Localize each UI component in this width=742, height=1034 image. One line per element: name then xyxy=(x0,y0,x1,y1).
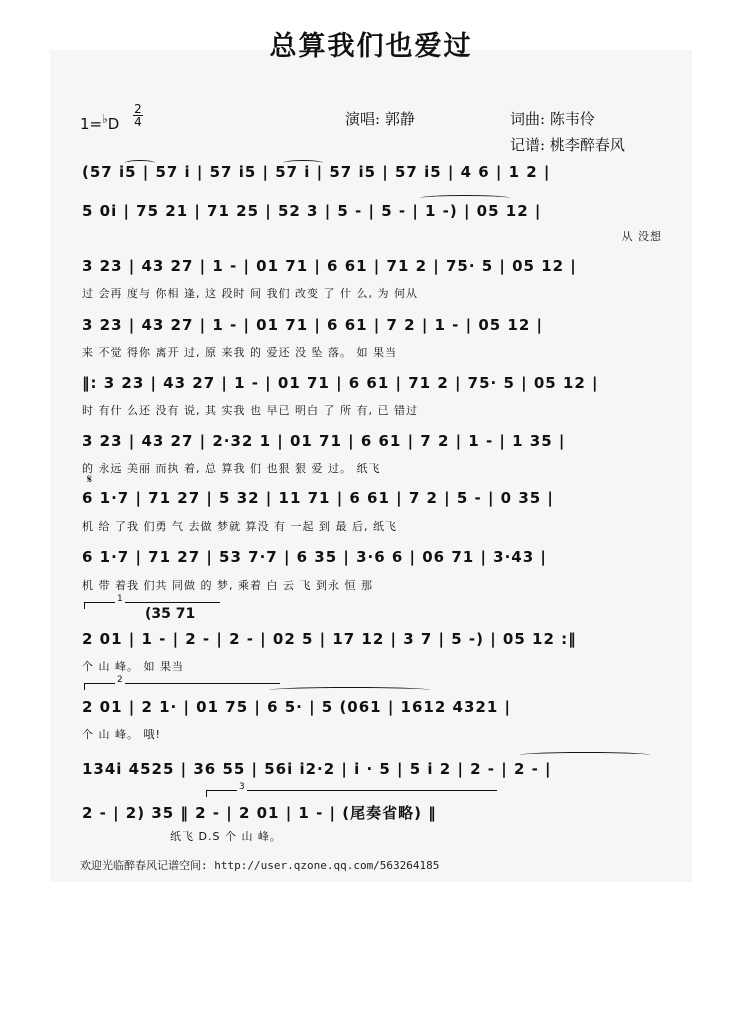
notation-row-2: 5 0i | 75 21 | 71 25 | 52 3 | 5 - | 5 - | 1 -) | 05 12 | xyxy=(82,202,542,220)
meter-bottom: 4 xyxy=(134,115,142,129)
lyrics-row-8: 机 带 着我 们共 同做 的 梦, 乘着 白 云 飞 到永 恒 那 xyxy=(82,579,373,592)
time-signature xyxy=(133,103,143,128)
lyrics-row-7: 机 给 了我 们勇 气 去做 梦就 算没 有 一起 到 最 后, 纸飞 xyxy=(82,520,397,533)
notation-row-10: 2 01 | 2 1· | 01 75 | 6 5· | 5 (061 | 1612 4321 | xyxy=(82,698,511,716)
lyrics-row-5: 时 有什 么还 没有 说, 其 实我 也 早已 明白 了 所 有, 已 错过 xyxy=(82,404,418,417)
notation-row-3: 3 23 | 43 27 | 1 - | 01 71 | 6 61 | 71 2 | 75· 5 | 05 12 | xyxy=(82,257,577,275)
notation-row-11: 134i 4525 | 36 55 | 56i i2·2 | i · 5 | 5 i 2 | 2 - | 2 - | xyxy=(82,760,552,778)
slur-mark xyxy=(520,752,650,758)
lyrics-row-6: 的 永远 美丽 而执 着, 总 算我 们 也狠 狠 爱 过。 纸飞 xyxy=(82,462,381,475)
notation-row-6: 3 23 | 43 27 | 2·32 1 | 01 71 | 6 61 | 7 2 | 1 - | 1 35 | xyxy=(82,432,566,450)
notation-row-12: 2 - | 2) 35 ‖ 2 - | 2 01 | 1 - | (尾奏省略) ‖ xyxy=(82,804,437,822)
notation-row-8: 6 1·7 | 71 27 | 53 7·7 | 6 35 | 3·6 6 | 06 71 | 3·43 | xyxy=(82,548,547,566)
lyrics-row-12: 纸飞 D.S 个 山 峰。 xyxy=(170,830,282,843)
key-prefix: 1= xyxy=(80,115,103,133)
meter-top: 2 xyxy=(134,102,142,116)
notation-row-1: (57 i5 | 57 i | 57 i5 | 57 i | 57 i5 | 57 i5 | 4 6 | 1 2 | xyxy=(82,163,551,181)
volta-bracket-3 xyxy=(206,782,497,797)
notation-row-7: 6 1·7 | 71 27 | 5 32 | 11 71 | 6 61 | 7 2 | 5 - | 0 35 | xyxy=(82,489,554,507)
transcriber-credit: 记谱: 桃李醉春风 xyxy=(510,136,625,154)
singer-credit: 演唱: 郭静 xyxy=(345,110,415,128)
footer-credit: 欢迎光临醉春风记谱空间: http://user.qzone.qq.com/563264185 xyxy=(80,859,440,872)
slur-mark xyxy=(270,687,430,693)
slur-mark xyxy=(420,195,510,201)
notation-row-5: ‖: 3 23 | 43 27 | 1 - | 01 71 | 6 61 | 71 2 | 75· 5 | 05 12 | xyxy=(82,374,599,392)
volta-bracket-2 xyxy=(84,675,280,690)
notation-row-4: 3 23 | 43 27 | 1 - | 01 71 | 6 61 | 7 2 | 1 - | 05 12 | xyxy=(82,316,544,334)
interlude-notes: (35 71 xyxy=(145,606,196,622)
key-note: D xyxy=(107,115,120,133)
lyricist-credit: 词曲: 陈韦伶 xyxy=(510,110,595,128)
lyrics-row-3: 过 会再 度与 你相 逢, 这 段时 间 我们 改变 了 什 么, 为 何从 xyxy=(82,287,418,300)
lyrics-row-2: 从 没想 xyxy=(621,230,662,243)
song-title: 总算我们也爱过 xyxy=(269,31,473,62)
volta-label-3: 3 xyxy=(239,782,245,792)
flat-sign: ♭ xyxy=(102,112,108,126)
lyrics-row-10: 个 山 峰。 哦! xyxy=(82,728,161,741)
segno-sign: 𝄋 xyxy=(87,472,93,486)
key-signature xyxy=(80,112,119,133)
notation-row-9: 2 01 | 1 - | 2 - | 2 - | 02 5 | 17 12 | 3 7 | 5 -) | 05 12 :‖ xyxy=(82,630,577,648)
volta-label-2: 2 xyxy=(117,675,123,685)
lyrics-row-4: 来 不觉 得你 离开 过, 原 来我 的 爱还 没 坠 落。 如 果当 xyxy=(82,346,397,359)
volta-label-1: 1 xyxy=(117,594,123,604)
lyrics-row-9: 个 山 峰。 如 果当 xyxy=(82,660,184,673)
